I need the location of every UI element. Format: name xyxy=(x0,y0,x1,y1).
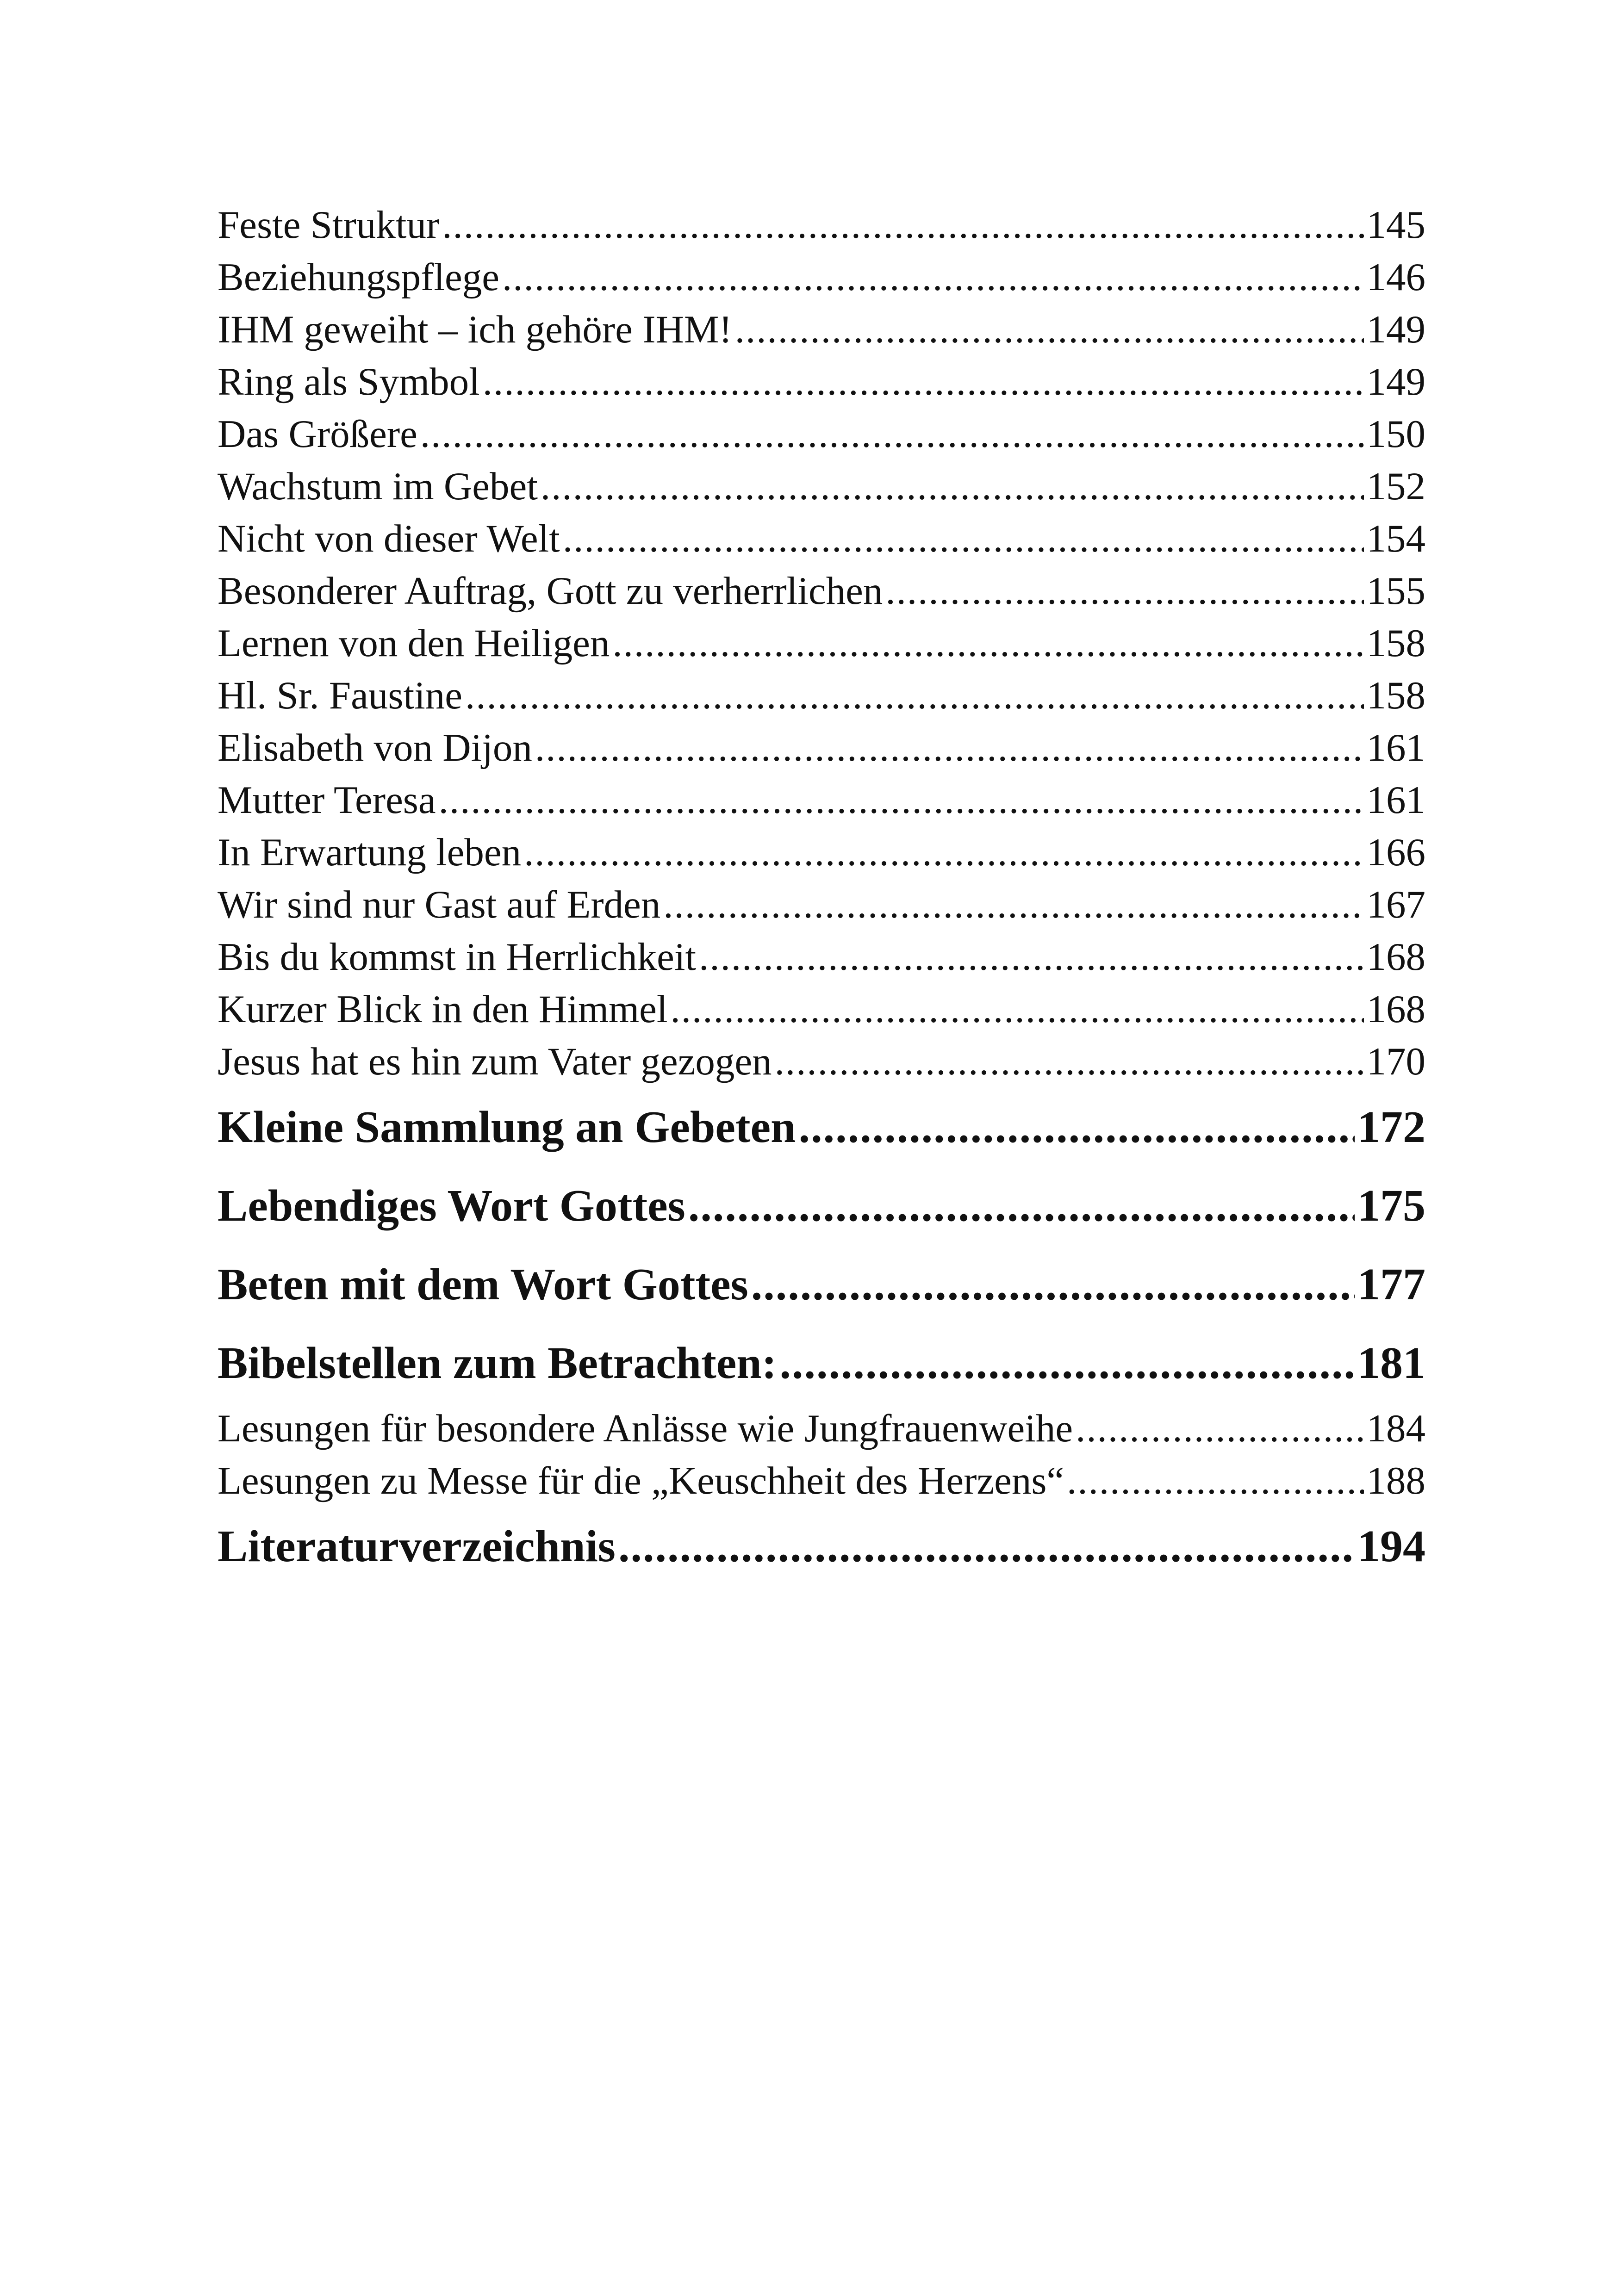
dot-leader xyxy=(502,251,1364,304)
toc-entry[interactable] xyxy=(218,565,1425,617)
toc-entry[interactable] xyxy=(218,513,1425,565)
toc-entry-title: Lesungen für besondere Anlässe wie Jungfrauenweihe xyxy=(218,1407,1073,1450)
toc-chapter-title: Bibelstellen zum Betrachten: xyxy=(218,1338,777,1388)
dot-leader xyxy=(618,1507,1355,1586)
toc-entry[interactable] xyxy=(218,983,1425,1036)
dot-leader xyxy=(535,722,1364,774)
toc-entry-page: 146 xyxy=(1366,255,1425,299)
toc-entry[interactable] xyxy=(218,931,1425,983)
dot-leader xyxy=(483,356,1364,408)
dot-leader xyxy=(563,513,1364,565)
toc-chapter[interactable] xyxy=(218,1324,1425,1402)
toc-entry[interactable] xyxy=(218,617,1425,670)
toc-entry-page: 167 xyxy=(1366,883,1425,926)
dot-leader xyxy=(779,1324,1355,1402)
toc-entry[interactable] xyxy=(218,670,1425,722)
toc-chapter-page: 177 xyxy=(1357,1260,1425,1309)
toc-entry-page: 149 xyxy=(1366,308,1425,351)
toc-entry-title: Lernen von den Heiligen xyxy=(218,621,610,665)
table-of-contents xyxy=(218,199,1425,1586)
toc-chapter[interactable] xyxy=(218,1167,1425,1245)
dot-leader xyxy=(799,1088,1355,1167)
toc-entry-title: Das Größere xyxy=(218,412,417,456)
dot-leader xyxy=(775,1036,1364,1088)
toc-chapter-page: 172 xyxy=(1357,1102,1425,1152)
toc-chapter[interactable] xyxy=(218,1088,1425,1167)
dot-leader xyxy=(442,199,1363,251)
toc-entry[interactable] xyxy=(218,199,1425,251)
toc-entry-title: Bis du kommst in Herrlichkeit xyxy=(218,935,697,979)
toc-chapter-title: Literaturverzeichnis xyxy=(218,1521,616,1571)
toc-entry-page: 161 xyxy=(1366,778,1425,822)
toc-chapter[interactable] xyxy=(218,1507,1425,1586)
dot-leader xyxy=(671,983,1364,1036)
toc-entry-title: Kurzer Blick in den Himmel xyxy=(218,987,668,1031)
toc-chapter-title: Lebendiges Wort Gottes xyxy=(218,1181,685,1231)
toc-entry-page: 158 xyxy=(1366,674,1425,717)
toc-entry-title: Nicht von dieser Welt xyxy=(218,517,560,560)
toc-entry-page: 150 xyxy=(1366,412,1425,456)
toc-entry[interactable] xyxy=(218,722,1425,774)
toc-entry-title: Elisabeth von Dijon xyxy=(218,726,532,769)
toc-entry-page: 184 xyxy=(1366,1407,1425,1450)
dot-leader xyxy=(1076,1402,1363,1455)
toc-entry-title: Hl. Sr. Faustine xyxy=(218,674,462,717)
toc-chapter-page: 175 xyxy=(1357,1181,1425,1231)
dot-leader xyxy=(885,565,1363,617)
toc-entry-page: 168 xyxy=(1366,987,1425,1031)
toc-entry-title: Ring als Symbol xyxy=(218,360,480,403)
toc-entry-title: Besonderer Auftrag, Gott zu verherrlichen xyxy=(218,569,883,613)
dot-leader xyxy=(735,304,1364,356)
toc-entry[interactable] xyxy=(218,460,1425,513)
dot-leader xyxy=(541,460,1364,513)
toc-entry[interactable] xyxy=(218,879,1425,931)
toc-chapter-title: Kleine Sammlung an Gebeten xyxy=(218,1102,796,1152)
toc-entry-page: 154 xyxy=(1366,517,1425,560)
dot-leader xyxy=(524,826,1363,879)
toc-entry-title: Feste Struktur xyxy=(218,203,440,247)
toc-entry-page: 158 xyxy=(1366,621,1425,665)
toc-entry-page: 155 xyxy=(1366,569,1425,613)
dot-leader xyxy=(420,408,1364,460)
dot-leader xyxy=(612,617,1363,670)
toc-entry[interactable] xyxy=(218,826,1425,879)
toc-chapter-page: 181 xyxy=(1357,1338,1425,1388)
toc-entry[interactable] xyxy=(218,356,1425,408)
toc-entry-title: IHM geweiht – ich gehöre IHM! xyxy=(218,308,732,351)
toc-entry-page: 161 xyxy=(1366,726,1425,769)
toc-chapter[interactable] xyxy=(218,1245,1425,1324)
dot-leader xyxy=(1067,1455,1363,1507)
toc-chapter-title: Beten mit dem Wort Gottes xyxy=(218,1260,748,1309)
dot-leader xyxy=(751,1245,1355,1324)
dot-leader xyxy=(699,931,1363,983)
toc-entry[interactable] xyxy=(218,304,1425,356)
toc-entry[interactable] xyxy=(218,774,1425,826)
toc-entry-page: 168 xyxy=(1366,935,1425,979)
dot-leader xyxy=(465,670,1364,722)
dot-leader xyxy=(439,774,1364,826)
dot-leader xyxy=(663,879,1363,931)
toc-entry-page: 188 xyxy=(1366,1459,1425,1502)
toc-entry-page: 152 xyxy=(1366,465,1425,508)
toc-entry-title: Wachstum im Gebet xyxy=(218,465,538,508)
toc-entry[interactable] xyxy=(218,251,1425,304)
toc-entry[interactable] xyxy=(218,1402,1425,1455)
toc-entry-title: Wir sind nur Gast auf Erden xyxy=(218,883,661,926)
toc-chapter-page: 194 xyxy=(1357,1521,1425,1571)
toc-entry[interactable] xyxy=(218,1455,1425,1507)
toc-entry-title: Mutter Teresa xyxy=(218,778,436,822)
toc-entry[interactable] xyxy=(218,1036,1425,1088)
toc-entry-page: 149 xyxy=(1366,360,1425,403)
toc-entry-title: Lesungen zu Messe für die „Keuschheit des Herzens“ xyxy=(218,1459,1064,1502)
toc-entry-title: Beziehungspflege xyxy=(218,255,499,299)
toc-entry-page: 145 xyxy=(1366,203,1425,247)
toc-entry[interactable] xyxy=(218,408,1425,460)
toc-entry-title: In Erwartung leben xyxy=(218,831,522,874)
toc-entry-title: Jesus hat es hin zum Vater gezogen xyxy=(218,1040,772,1083)
toc-entry-page: 166 xyxy=(1366,831,1425,874)
dot-leader xyxy=(688,1167,1355,1245)
toc-entry-page: 170 xyxy=(1366,1040,1425,1083)
